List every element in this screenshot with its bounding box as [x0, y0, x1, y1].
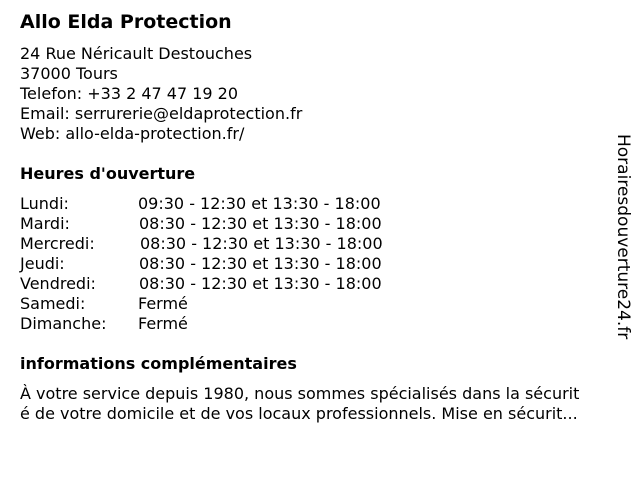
site-watermark	[612, 134, 636, 348]
description-line: À votre service depuis 1980, nous sommes spécialisés dans la sécurit	[20, 384, 580, 403]
day-hours: Fermé	[138, 314, 188, 333]
street-address: 24 Rue Néricault Destouches	[20, 44, 253, 63]
email-address: Email: serrurerie@eldaprotection.fr	[20, 104, 303, 123]
day-label: Dimanche:	[20, 314, 107, 333]
day-hours: 09:30 - 12:30 et 13:30 - 18:00	[138, 194, 381, 213]
city: 37000 Tours	[20, 64, 118, 83]
day-hours: 08:30 - 12:30 et 13:30 - 18:00	[139, 254, 382, 273]
day-hours: 08:30 - 12:30 et 13:30 - 18:00	[139, 214, 382, 233]
additional-info-heading: informations complémentaires	[20, 354, 297, 373]
day-label: Jeudi:	[20, 254, 65, 273]
day-label: Samedi:	[20, 294, 86, 313]
contact-block	[20, 44, 302, 144]
day-hours: 08:30 - 12:30 et 13:30 - 18:00	[140, 234, 383, 253]
phone-number: Telefon: +33 2 47 47 19 20	[20, 84, 239, 103]
day-label: Lundi:	[20, 194, 69, 213]
business-name: Allo Elda Protection	[20, 11, 232, 33]
opening-hours-heading: Heures d'ouverture	[20, 164, 196, 183]
day-label: Mardi:	[20, 214, 70, 233]
description-line: é de votre domicile et de vos locaux professionnels. Mise en sécurit...	[20, 404, 578, 423]
day-label: Vendredi:	[20, 274, 96, 293]
business-description	[20, 384, 625, 424]
day-hours: Fermé	[138, 294, 188, 313]
day-hours: 08:30 - 12:30 et 13:30 - 18:00	[139, 274, 382, 293]
watermark-text: Horairesdouverture24.fr	[613, 134, 633, 340]
website: Web: allo-elda-protection.fr/	[20, 124, 245, 143]
day-label: Mercredi:	[20, 234, 95, 253]
